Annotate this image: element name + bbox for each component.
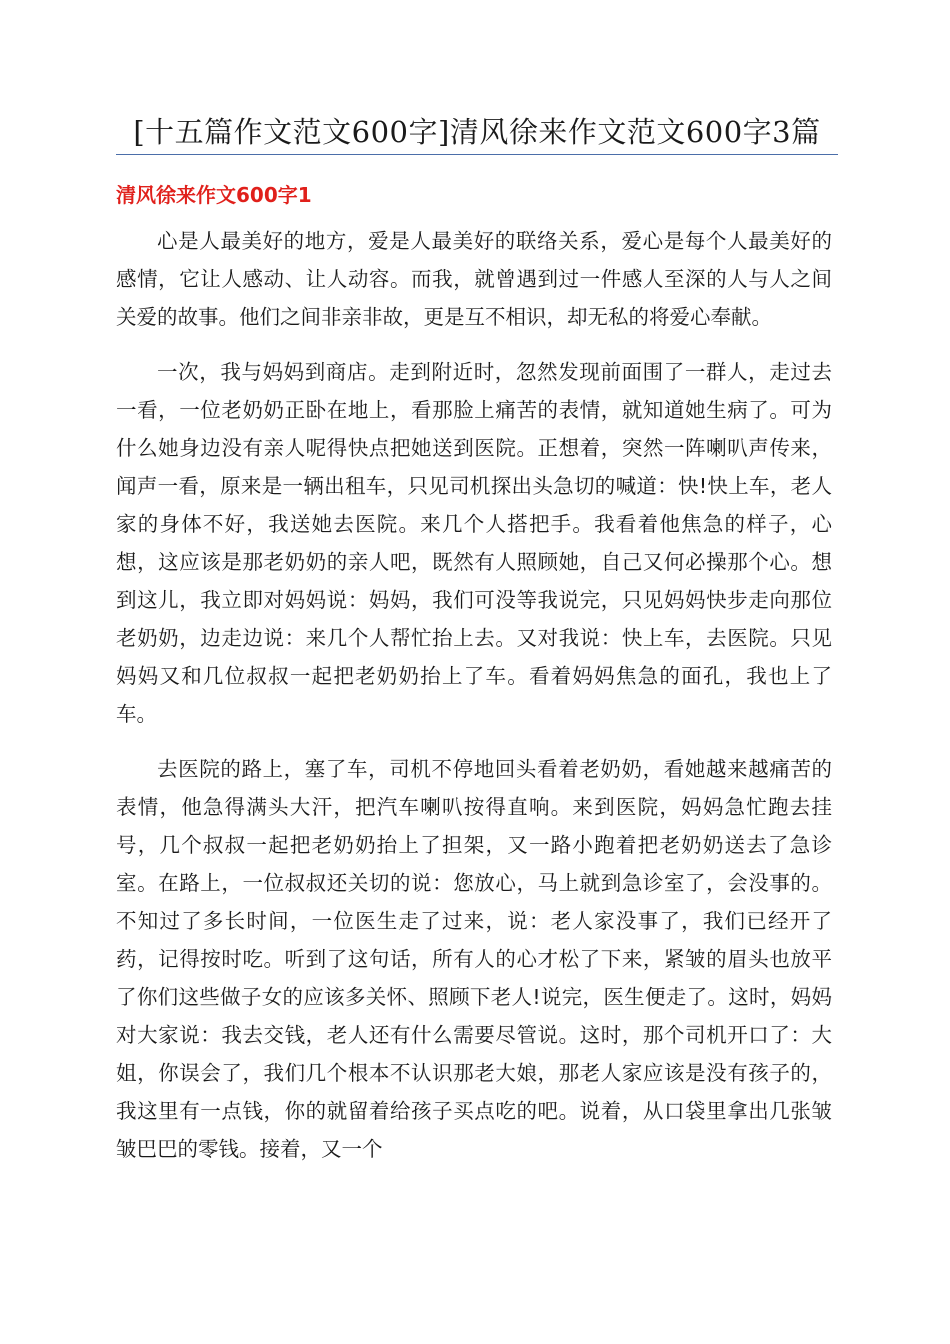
title-underline: [116, 154, 838, 155]
paragraph-2: 一次，我与妈妈到商店。走到附近时，忽然发现前面围了一群人，走过去一看，一位老奶奶正卧在地上，看那脸上痛苦的表情，就知道她生病了。可为什么她身边没有亲人呢得快点把她送到医院。正想着，突然一阵喇叭声传来，闻声一看，原来是一辆出租车，只见司机探出头急切的喊道：快!快上车，老人家的身体不好，我送她去医院。来几个人搭把手。我看着他焦急的样子，心想，这应该是那老奶奶的亲人吧，既然有人照顾她，自己又何必操那个心。想到这儿，我立即对妈妈说：妈妈，我们可没等我说完，只见妈妈快步走向那位老奶奶，边走边说：来几个人帮忙抬上去。又对我说：快上车，去医院。只见妈妈又和几位叔叔一起把老奶奶抬上了车。看着妈妈焦急的面孔，我也上了车。: [116, 360, 832, 726]
body-text: [116, 222, 832, 1185]
document-title: [十五篇作文范文600字]清风徐来作文范文600字3篇: [133, 115, 821, 149]
section-heading: 清风徐来作文600字1: [116, 183, 312, 207]
paragraph-3: 去医院的路上，塞了车，司机不停地回头看着老奶奶，看她越来越痛苦的表情，他急得满头大汗，把汽车喇叭按得直响。来到医院，妈妈急忙跑去挂号，几个叔叔一起把老奶奶抬上了担架，又一路小跑着把老奶奶送去了急诊室。在路上，一位叔叔还关切的说：您放心，马上就到急诊室了，会没事的。不知过了多长时间，一位医生走了过来，说：老人家没事了，我们已经开了药，记得按时吃。听到了这句话，所有人的心才松了下来，紧皱的眉头也放平了你们这些做子女的应该多关怀、照顾下老人!说完，医生便走了。这时，妈妈对大家说：我去交钱，老人还有什么需要尽管说。这时，那个司机开口了：大姐，你误会了，我们几个根本不认识那老大娘，那老人家应该是没有孩子的，我这里有一点钱，你的就留着给孩子买点吃的吧。说着，从口袋里拿出几张皱皱巴巴的零钱。接着，又一个: [116, 757, 832, 1161]
paragraph-1: 心是人最美好的地方，爱是人最美好的联络关系，爱心是每个人最美好的感情，它让人感动、让人动容。而我，就曾遇到过一件感人至深的人与人之间关爱的故事。他们之间非亲非故，更是互不相识，却无私的将爱心奉献。: [116, 229, 832, 329]
